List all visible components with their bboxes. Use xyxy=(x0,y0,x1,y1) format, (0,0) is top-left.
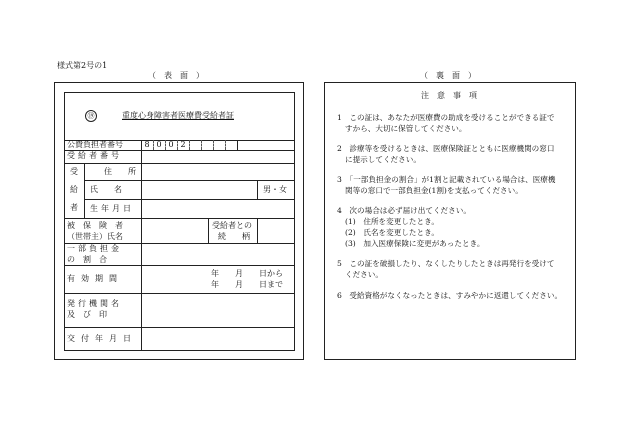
payer-digit: 0 xyxy=(168,140,174,149)
recipient-number-label: 受給者番号 xyxy=(67,151,122,160)
note-line: (3) 加入医療保険に変更があったとき。 xyxy=(345,239,485,248)
note-line: 2 診療等を受けるときは、医療保険証とともに医療機関の窓口 xyxy=(337,144,555,153)
note-line: に提示してください。 xyxy=(345,155,421,164)
note-line: 6 受給資格がなくなったときは、すみやかに返還してください。 xyxy=(337,291,563,300)
validity-from: 年 月 日から xyxy=(211,269,283,278)
back-heading: （ 裏 面 ） xyxy=(420,71,476,80)
note-line: 4 次の場合は必ず届け出てください。 xyxy=(337,206,471,215)
municipal-mark-icon: ⑲ xyxy=(85,110,97,122)
gender-option: 男・女 xyxy=(263,185,287,194)
validity-label: 有効期間 xyxy=(67,274,123,283)
payer-number-label: 公費負担者番号 xyxy=(67,140,123,149)
birthdate-label: 生年月日 xyxy=(90,204,134,213)
form-number: 様式第2号の1 xyxy=(57,61,108,70)
payer-digit: 2 xyxy=(180,140,186,149)
relationship-label: 受給者との xyxy=(212,221,252,230)
note-line: すから、大切に保管してください。 xyxy=(345,124,467,133)
recipient-group-char: 者 xyxy=(70,203,78,212)
note-line: ください。 xyxy=(345,270,383,279)
copay-ratio-label: 一部負担金 xyxy=(67,244,122,253)
issue-date-label: 交付年月日 xyxy=(67,334,137,343)
relationship-label-sub: 続 柄 xyxy=(218,232,250,241)
payer-digit: 8 xyxy=(144,140,150,149)
address-label: 住 所 xyxy=(104,167,136,176)
note-line: 5 この証を破損したり、なくしたりしたときは再発行を受けて xyxy=(337,259,555,268)
note-line: 1 この証は、あなたが医療費の助成を受けることができる証で xyxy=(337,113,555,122)
note-line: (1) 住所を変更したとき。 xyxy=(345,217,439,226)
copay-ratio-label-sub: の 割 合 xyxy=(67,255,107,264)
certificate-title: 重度心身障害者医療費受給者証 xyxy=(122,111,234,120)
recipient-group-char: 受 xyxy=(70,167,78,176)
name-label: 氏 名 xyxy=(90,185,122,194)
note-line: (2) 氏名を変更したとき。 xyxy=(345,228,439,237)
issuer-label-sub: 及 び 印 xyxy=(67,310,107,319)
insured-label-sub: （世帯主）氏名 xyxy=(67,232,123,241)
insured-label: 被 保 険 者 xyxy=(67,221,123,230)
recipient-group-char: 給 xyxy=(70,185,78,194)
issuer-label: 発行機関名 xyxy=(67,299,122,308)
validity-to: 年 月 日まで xyxy=(211,280,283,289)
payer-digit: 0 xyxy=(156,140,162,149)
front-heading: （ 表 面 ） xyxy=(148,71,204,80)
note-line: 3 「一部負担金の割合」が1割と記載されている場合は、医療機 xyxy=(337,175,556,184)
note-line: 関等の窓口で一部負担金(1割)を支払ってください。 xyxy=(345,186,523,195)
notes-title: 注 意 事 項 xyxy=(421,91,477,100)
